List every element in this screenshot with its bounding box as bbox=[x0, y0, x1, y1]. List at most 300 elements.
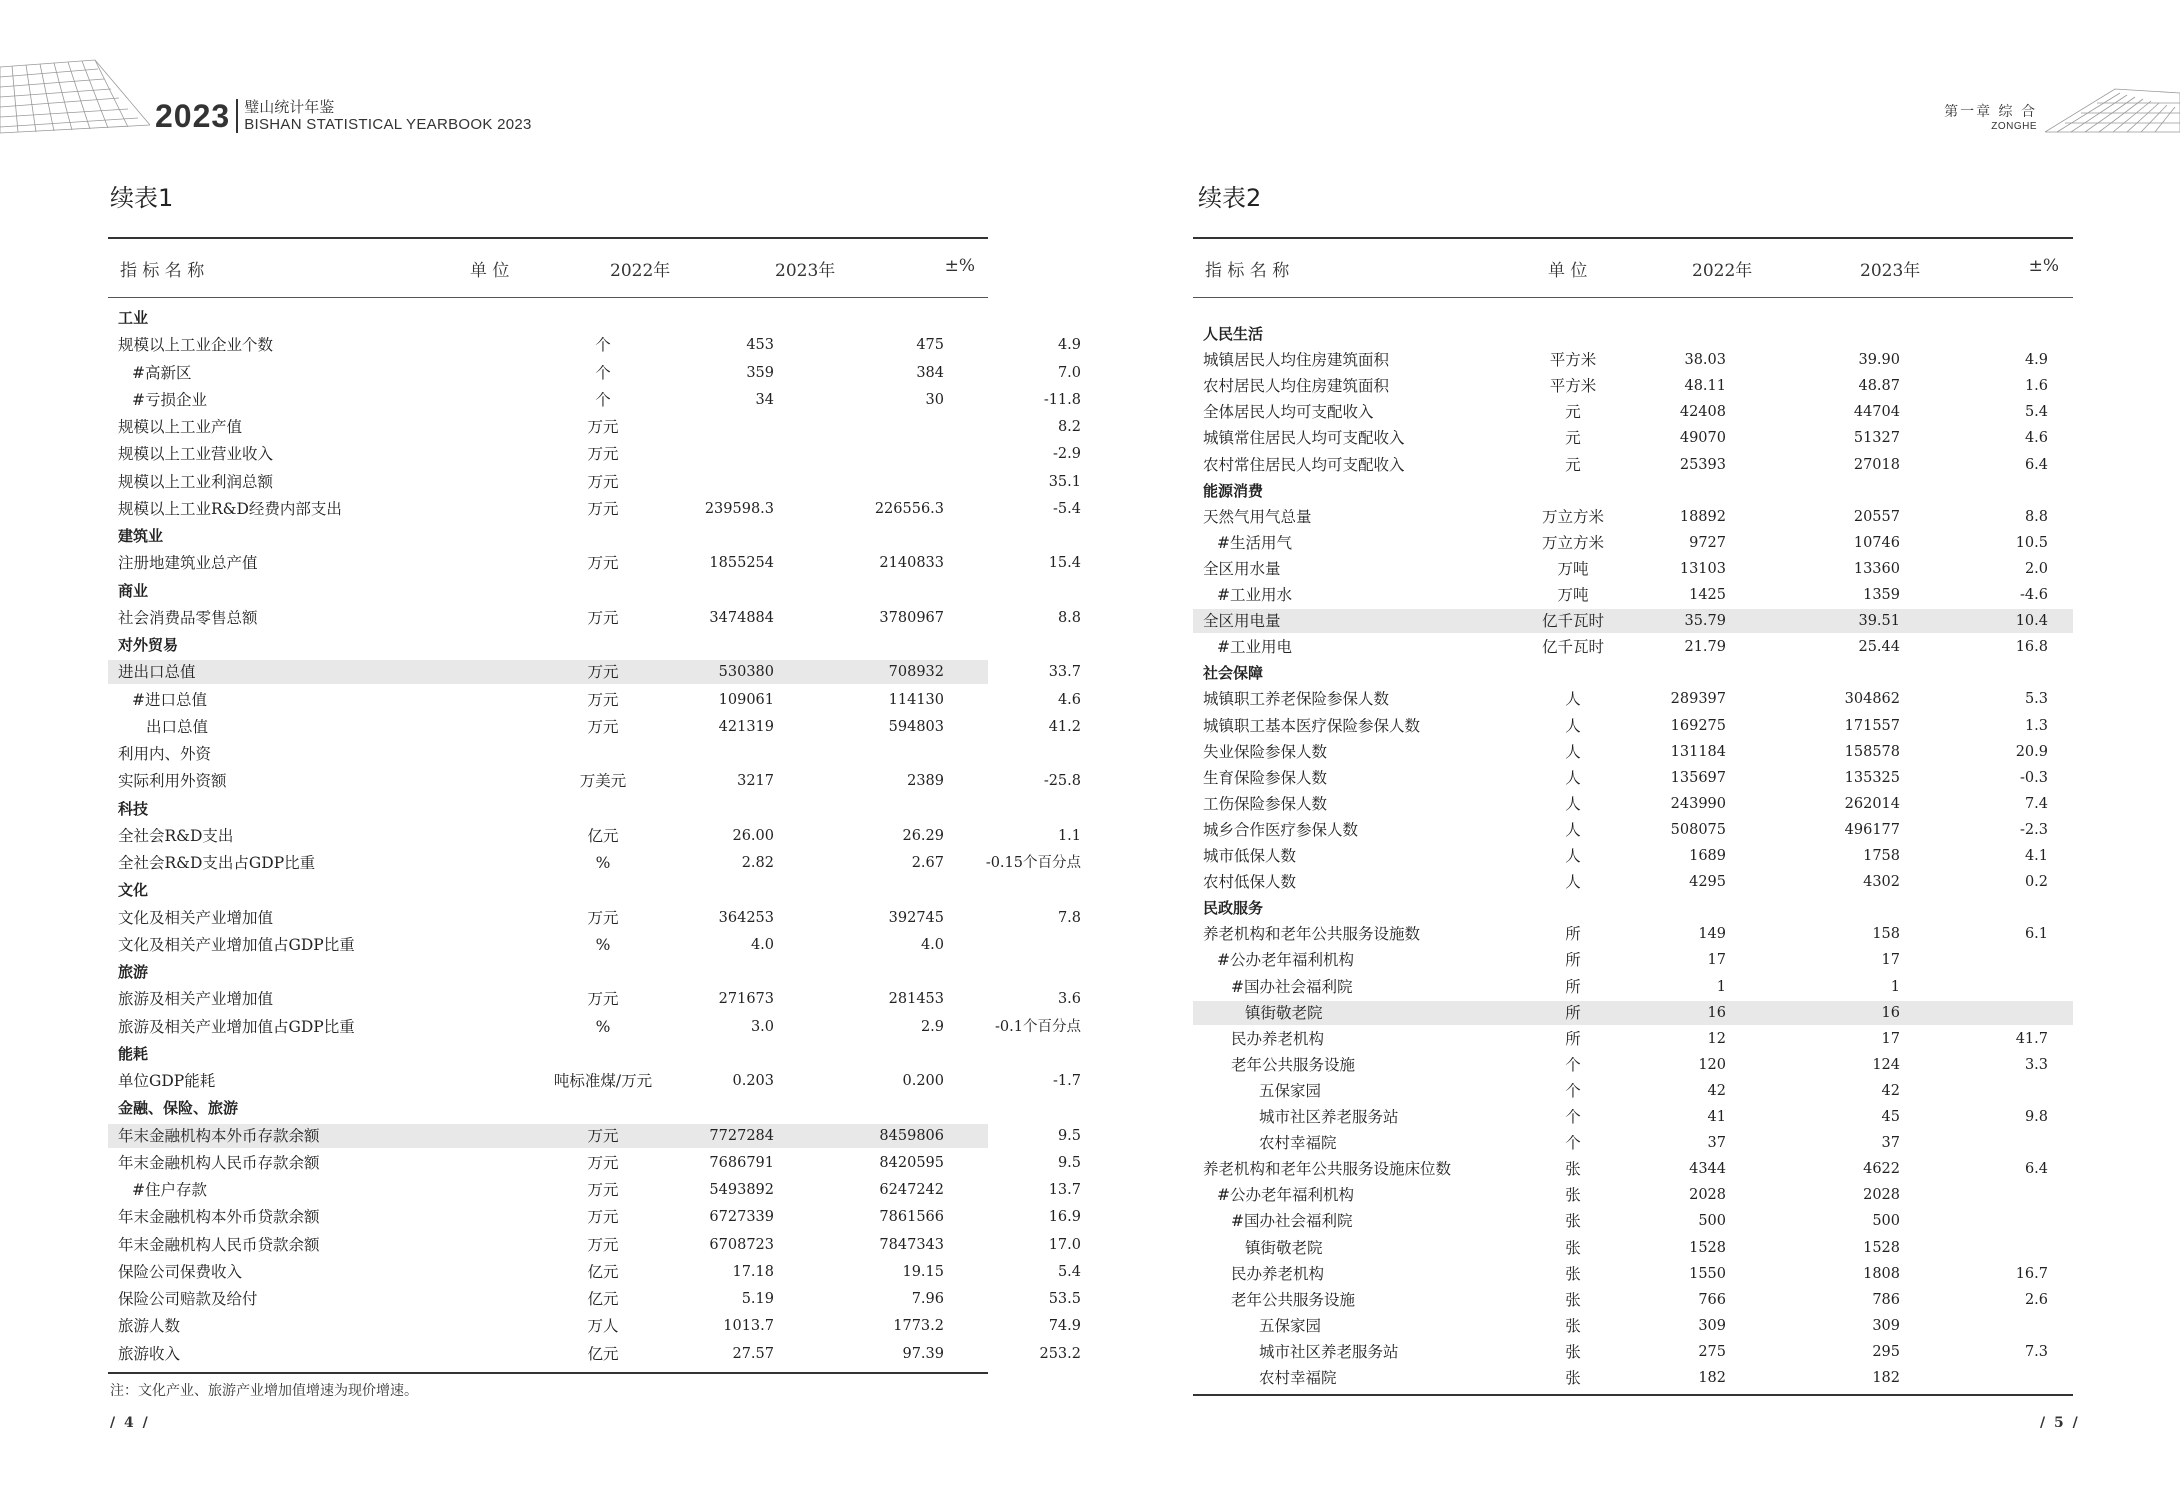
row-value-2023: 25.44 bbox=[1858, 639, 1900, 656]
table-row bbox=[1193, 1001, 2073, 1025]
row-value-2022: 4344 bbox=[1689, 1161, 1726, 1178]
row-value-2023: 786 bbox=[1872, 1291, 1900, 1308]
row-change-pct: 7.0 bbox=[1057, 364, 1081, 381]
row-value-2023: 10746 bbox=[1853, 534, 1900, 551]
table2-col-name: 指 标 名 称 bbox=[1205, 261, 1290, 281]
table2-header-rule bbox=[1193, 297, 2073, 298]
table-row bbox=[108, 442, 1081, 466]
row-change-pct bbox=[938, 933, 1081, 957]
row-unit: 万元 bbox=[587, 717, 619, 736]
row-value-2022: 12 bbox=[1707, 1030, 1726, 1047]
row-value-2023 bbox=[1770, 322, 1900, 346]
row-value-2023: 158 bbox=[1872, 926, 1900, 943]
table-row bbox=[1193, 1027, 2073, 1051]
row-value-2023: 45 bbox=[1881, 1109, 1900, 1125]
table-row bbox=[108, 797, 988, 821]
row-value-2023 bbox=[818, 415, 944, 439]
row-unit: 个 bbox=[595, 390, 611, 409]
row-indicator: 年末金融机构人民币存款余额 bbox=[118, 1153, 320, 1172]
row-unit: 亿元 bbox=[587, 826, 619, 845]
row-unit: 张 bbox=[1565, 1186, 1581, 1205]
table-row bbox=[1193, 557, 2073, 581]
row-unit: 万元 bbox=[587, 1153, 619, 1172]
row-value-2022: 364253 bbox=[718, 909, 774, 926]
row-unit: 张 bbox=[1565, 1264, 1581, 1283]
row-unit: 万元 bbox=[587, 608, 619, 627]
row-unit: 亿元 bbox=[587, 1290, 619, 1308]
row-change-pct: 6.1 bbox=[2024, 926, 2048, 943]
row-indicator: 城市低保人数 bbox=[1203, 847, 1297, 865]
table-row bbox=[1193, 400, 2073, 424]
row-value-2023: 97.39 bbox=[902, 1345, 944, 1362]
row-value-2022: 275 bbox=[1698, 1343, 1726, 1360]
row-indicator: 旅游人数 bbox=[118, 1317, 181, 1336]
row-value-2023: 2.67 bbox=[911, 855, 944, 871]
row-value-2022: 16 bbox=[1707, 1004, 1726, 1021]
row-indicator: #国办社会福利院 bbox=[1231, 977, 1353, 996]
row-unit: 人 bbox=[1565, 690, 1581, 709]
row-unit: 张 bbox=[1565, 1212, 1581, 1231]
header-graphic-left bbox=[0, 55, 150, 135]
row-indicator: 规模以上工业R&D经费内部支出 bbox=[118, 499, 342, 518]
row-category: 对外贸易 bbox=[118, 636, 179, 654]
row-change-pct: 41.7 bbox=[2015, 1030, 2048, 1047]
row-value-2023 bbox=[1770, 896, 1900, 920]
table-row bbox=[1193, 1209, 2073, 1233]
row-indicator: 城市社区养老服务站 bbox=[1259, 1108, 1399, 1126]
chapter-title-cn: 第一章 综 合 bbox=[1944, 104, 2037, 120]
row-indicator: 民办养老机构 bbox=[1231, 1029, 1325, 1048]
row-unit: 平方米 bbox=[1549, 351, 1597, 370]
row-change-pct bbox=[1900, 1314, 2048, 1338]
row-unit: 万元 bbox=[587, 1208, 619, 1227]
page-number-left: / 4 / bbox=[110, 1415, 150, 1431]
table-row bbox=[108, 524, 988, 548]
row-value-2023 bbox=[818, 442, 944, 466]
table-row bbox=[1193, 1157, 2073, 1181]
row-change-pct: 1.3 bbox=[2024, 717, 2048, 734]
row-indicator: 农村幸福院 bbox=[1259, 1369, 1337, 1387]
row-value-2023: 1773.2 bbox=[893, 1318, 944, 1335]
row-indicator: #工业用电 bbox=[1217, 638, 1292, 657]
row-indicator: 出口总值 bbox=[146, 717, 209, 736]
row-value-2022: 2028 bbox=[1689, 1187, 1726, 1204]
table-row bbox=[1193, 479, 2073, 503]
header-graphic-right bbox=[2045, 85, 2180, 135]
row-value-2023: 4622 bbox=[1863, 1161, 1900, 1178]
row-category: 金融、保险、旅游 bbox=[118, 1099, 239, 1118]
row-value-2023: 304862 bbox=[1844, 691, 1900, 708]
row-change-pct bbox=[1900, 661, 2048, 685]
row-indicator: 天然气用气总量 bbox=[1203, 507, 1312, 526]
row-unit: 亿千瓦时 bbox=[1541, 638, 1604, 657]
row-value-2022 bbox=[648, 524, 774, 548]
row-value-2022: 42 bbox=[1707, 1082, 1726, 1099]
row-value-2022: 453 bbox=[746, 337, 774, 354]
row-change-pct: 4.9 bbox=[2024, 352, 2048, 369]
row-value-2022: 41 bbox=[1707, 1109, 1726, 1125]
row-value-2023 bbox=[818, 878, 944, 902]
row-unit: 个 bbox=[595, 363, 611, 382]
row-value-2022: 5493892 bbox=[709, 1182, 774, 1198]
row-value-2022: 766 bbox=[1698, 1291, 1726, 1308]
row-change-pct: 253.2 bbox=[1039, 1345, 1081, 1362]
table-row bbox=[108, 1069, 1081, 1093]
row-unit: 万吨 bbox=[1557, 586, 1589, 604]
row-value-2022: 243990 bbox=[1670, 795, 1726, 812]
table-row bbox=[108, 361, 1081, 385]
row-value-2022: 6727339 bbox=[709, 1209, 774, 1226]
table-row bbox=[108, 1124, 1081, 1148]
row-unit: 亿元 bbox=[587, 1262, 619, 1281]
row-value-2022: 7686791 bbox=[709, 1154, 774, 1171]
row-value-2022: 1855254 bbox=[709, 555, 774, 572]
row-value-2023: 226556.3 bbox=[874, 500, 944, 517]
row-change-pct bbox=[938, 1042, 1081, 1066]
row-unit: 万元 bbox=[587, 418, 619, 436]
row-value-2023: 1528 bbox=[1863, 1239, 1900, 1256]
row-value-2023 bbox=[818, 1042, 944, 1066]
row-indicator: 保险公司保费收入 bbox=[118, 1262, 243, 1281]
row-value-2023: 20557 bbox=[1853, 508, 1900, 525]
row-change-pct: 1.1 bbox=[1057, 827, 1081, 844]
table-row bbox=[1193, 1105, 2073, 1129]
row-unit: 人 bbox=[1565, 873, 1581, 892]
row-change-pct bbox=[1900, 322, 2048, 346]
row-change-pct bbox=[938, 960, 1081, 984]
row-value-2022: 48.11 bbox=[1684, 378, 1726, 395]
table-row bbox=[1193, 348, 2073, 372]
table1-bottom-rule bbox=[108, 1372, 988, 1374]
row-unit: 个 bbox=[1565, 1055, 1581, 1074]
row-value-2022 bbox=[1596, 661, 1726, 685]
row-value-2023: 8459806 bbox=[879, 1127, 944, 1144]
row-value-2022 bbox=[648, 1096, 774, 1120]
row-unit: 万元 bbox=[587, 1235, 619, 1254]
row-indicator: 城镇居民人均住房建筑面积 bbox=[1203, 351, 1390, 370]
row-change-pct bbox=[938, 742, 1081, 766]
table-row bbox=[1193, 792, 2073, 816]
row-value-2022: 135697 bbox=[1670, 769, 1726, 786]
row-value-2022: 4.0 bbox=[750, 936, 774, 953]
row-value-2022 bbox=[648, 633, 774, 657]
table-row bbox=[1193, 687, 2073, 711]
row-change-pct: 4.6 bbox=[2024, 430, 2048, 447]
row-value-2023: 1 bbox=[1890, 978, 1900, 995]
row-indicator: 五保家园 bbox=[1259, 1081, 1322, 1100]
row-change-pct: 9.8 bbox=[2024, 1109, 2048, 1125]
row-indicator: 全区用水量 bbox=[1203, 559, 1281, 578]
row-indicator: 工伤保险参保人数 bbox=[1203, 794, 1328, 813]
row-value-2023: 1359 bbox=[1863, 587, 1900, 603]
row-unit: 人 bbox=[1565, 742, 1581, 761]
row-indicator: 旅游及相关产业增加值占GDP比重 bbox=[118, 1017, 355, 1036]
row-change-pct: 5.4 bbox=[1057, 1263, 1081, 1280]
row-change-pct bbox=[1900, 1131, 2048, 1155]
row-indicator: 全体居民人均可支配收入 bbox=[1203, 403, 1374, 422]
row-change-pct: 53.5 bbox=[1048, 1291, 1081, 1307]
row-value-2023 bbox=[818, 960, 944, 984]
row-value-2022 bbox=[648, 579, 774, 603]
row-indicator: 城镇职工基本医疗保险参保人数 bbox=[1203, 716, 1421, 735]
row-value-2022 bbox=[1596, 479, 1726, 503]
table2-col-pct: ±% bbox=[2028, 256, 2059, 276]
table-row bbox=[108, 470, 1081, 494]
table-row bbox=[1193, 1340, 2073, 1364]
row-category: 能源消费 bbox=[1203, 481, 1264, 500]
table-row bbox=[108, 742, 988, 766]
row-value-2023: 124 bbox=[1872, 1056, 1900, 1073]
row-value-2022: 37 bbox=[1707, 1135, 1726, 1152]
table-row bbox=[108, 933, 988, 957]
table1-note: 注：文化产业、旅游产业增加值增速为现价增速。 bbox=[110, 1383, 418, 1399]
row-change-pct: 13.7 bbox=[1048, 1182, 1081, 1198]
row-change-pct: 16.8 bbox=[2015, 639, 2048, 656]
row-change-pct bbox=[938, 524, 1081, 548]
row-value-2022: 1425 bbox=[1689, 587, 1726, 603]
row-change-pct: 2.0 bbox=[2024, 560, 2048, 577]
row-indicator: 全社会R&D支出占GDP比重 bbox=[118, 854, 316, 872]
row-change-pct bbox=[1900, 1079, 2048, 1103]
row-indicator: 生育保险参保人数 bbox=[1203, 768, 1328, 787]
table-row bbox=[108, 960, 988, 984]
row-value-2023 bbox=[1770, 479, 1900, 503]
row-change-pct: 35.1 bbox=[1048, 473, 1081, 490]
row-value-2023: 594803 bbox=[888, 718, 944, 735]
table-row bbox=[1193, 322, 2073, 346]
table-row bbox=[108, 306, 988, 330]
table-row bbox=[1193, 1053, 2073, 1077]
table-row bbox=[1193, 870, 2073, 894]
row-category: 人民生活 bbox=[1203, 325, 1264, 343]
table-row bbox=[1193, 1236, 2073, 1260]
row-value-2023: 2.9 bbox=[920, 1018, 944, 1035]
row-change-pct: 10.4 bbox=[2015, 613, 2048, 630]
row-unit: 人 bbox=[1565, 794, 1581, 813]
row-change-pct bbox=[1900, 1366, 2048, 1390]
row-indicator: 规模以上工业产值 bbox=[118, 418, 243, 436]
table-row bbox=[108, 878, 988, 902]
row-indicator: 保险公司赔款及给付 bbox=[118, 1290, 258, 1308]
row-change-pct bbox=[1900, 1236, 2048, 1260]
row-unit: 万元 bbox=[587, 690, 619, 709]
row-value-2022 bbox=[648, 960, 774, 984]
row-value-2022: 1013.7 bbox=[723, 1318, 774, 1335]
table-row bbox=[1193, 374, 2073, 398]
table1-col-2023: 2023年 bbox=[775, 261, 836, 281]
row-indicator: 年末金融机构本外币贷款余额 bbox=[118, 1208, 320, 1227]
row-indicator: 农村低保人数 bbox=[1203, 873, 1297, 892]
row-value-2022: 508075 bbox=[1670, 821, 1726, 838]
header-title-cn: 璧山统计年鉴 bbox=[244, 98, 335, 116]
table-row bbox=[108, 1015, 1081, 1039]
row-change-pct bbox=[1900, 1209, 2048, 1233]
row-value-2023: 17 bbox=[1881, 952, 1900, 969]
row-indicator: #住户存款 bbox=[132, 1181, 207, 1199]
row-indicator: #高新区 bbox=[132, 363, 192, 382]
row-value-2022: 25393 bbox=[1679, 456, 1726, 473]
row-value-2023: 30 bbox=[925, 391, 944, 408]
row-category: 工业 bbox=[118, 309, 149, 327]
row-indicator: 利用内、外资 bbox=[118, 745, 212, 763]
row-value-2023: 2389 bbox=[907, 773, 944, 790]
row-value-2023: 26.29 bbox=[902, 827, 944, 844]
row-change-pct: -1.7 bbox=[1053, 1073, 1081, 1089]
row-unit: 吨标准煤/万元 bbox=[553, 1072, 653, 1090]
table2-top-rule bbox=[1193, 237, 2073, 239]
row-unit: % bbox=[595, 1017, 611, 1036]
row-value-2022: 271673 bbox=[718, 991, 774, 1008]
row-change-pct: 5.3 bbox=[2024, 691, 2048, 708]
row-indicator: 单位GDP能耗 bbox=[118, 1072, 216, 1090]
row-category: 社会保障 bbox=[1203, 664, 1264, 683]
header-titles bbox=[244, 99, 531, 134]
table-row bbox=[108, 415, 1081, 439]
row-indicator: 实际利用外资额 bbox=[118, 772, 227, 791]
table-row bbox=[108, 1260, 1081, 1284]
table-row bbox=[108, 633, 988, 657]
row-indicator: #亏损企业 bbox=[132, 390, 207, 409]
row-value-2023: 1808 bbox=[1863, 1265, 1900, 1282]
row-change-pct bbox=[1900, 1183, 2048, 1207]
row-change-pct: 6.4 bbox=[2024, 456, 2048, 473]
row-value-2022: 38.03 bbox=[1684, 352, 1726, 369]
row-change-pct bbox=[938, 306, 1081, 330]
row-change-pct: -25.8 bbox=[1043, 773, 1081, 790]
table-row bbox=[1193, 661, 2073, 685]
row-change-pct: -4.6 bbox=[2020, 587, 2048, 603]
row-value-2023 bbox=[818, 742, 944, 766]
row-value-2023: 475 bbox=[916, 337, 944, 354]
table-row bbox=[1193, 1366, 2073, 1390]
row-value-2022: 109061 bbox=[718, 691, 774, 708]
row-change-pct: 4.9 bbox=[1057, 337, 1081, 354]
row-indicator: 民办养老机构 bbox=[1231, 1264, 1325, 1283]
row-value-2023: 42 bbox=[1881, 1082, 1900, 1099]
row-value-2022: 35.79 bbox=[1684, 613, 1726, 630]
table-row bbox=[108, 1042, 988, 1066]
row-change-pct: -5.4 bbox=[1053, 500, 1081, 517]
row-value-2022: 2.82 bbox=[741, 855, 774, 871]
row-change-pct: -0.1个百分点 bbox=[995, 1018, 1081, 1035]
row-value-2022 bbox=[648, 1042, 774, 1066]
row-value-2022: 131184 bbox=[1670, 743, 1726, 760]
row-indicator: 老年公共服务设施 bbox=[1231, 1290, 1356, 1309]
table-row bbox=[108, 1205, 1081, 1229]
row-value-2023: 16 bbox=[1881, 1004, 1900, 1021]
row-change-pct bbox=[1900, 479, 2048, 503]
row-unit: 万立方米 bbox=[1541, 533, 1604, 552]
row-change-pct bbox=[1900, 948, 2048, 972]
row-value-2023: 384 bbox=[916, 364, 944, 381]
table-row bbox=[1193, 583, 2073, 607]
table2-col-2023: 2023年 bbox=[1860, 261, 1921, 281]
table-row bbox=[1193, 714, 2073, 738]
row-change-pct: 8.8 bbox=[2024, 508, 2048, 525]
row-unit: 亿元 bbox=[587, 1344, 619, 1363]
row-indicator: 进出口总值 bbox=[118, 663, 196, 682]
row-value-2022 bbox=[648, 442, 774, 466]
row-change-pct: 33.7 bbox=[1048, 664, 1081, 681]
row-unit: 个 bbox=[595, 336, 611, 355]
row-indicator: 农村常住居民人均可支配收入 bbox=[1203, 455, 1405, 474]
row-value-2023: 135325 bbox=[1844, 769, 1900, 786]
table-row bbox=[1193, 1183, 2073, 1207]
table-row bbox=[1193, 975, 2073, 999]
row-unit: 所 bbox=[1565, 925, 1581, 944]
row-value-2023 bbox=[818, 1096, 944, 1120]
row-unit: 万元 bbox=[587, 499, 619, 518]
table2-bottom-rule bbox=[1193, 1394, 2073, 1396]
row-value-2023: 7861566 bbox=[879, 1209, 944, 1226]
row-category: 民政服务 bbox=[1203, 899, 1264, 918]
row-value-2023: 392745 bbox=[888, 909, 944, 926]
row-indicator: #公办老年福利机构 bbox=[1217, 1186, 1354, 1205]
row-change-pct: 5.4 bbox=[2024, 404, 2048, 421]
row-value-2022: 421319 bbox=[718, 718, 774, 735]
row-unit: 元 bbox=[1565, 455, 1581, 474]
row-indicator: 五保家园 bbox=[1259, 1316, 1322, 1335]
row-unit: 万元 bbox=[587, 472, 619, 491]
header-year: 2023 bbox=[155, 98, 231, 134]
row-indicator: 文化及相关产业增加值占GDP比重 bbox=[118, 935, 355, 954]
row-value-2023: 17 bbox=[1881, 1030, 1900, 1047]
row-value-2022: 530380 bbox=[718, 664, 774, 681]
table1-col-unit: 单 位 bbox=[470, 261, 510, 281]
row-change-pct: 4.1 bbox=[2024, 848, 2048, 864]
row-value-2022: 120 bbox=[1698, 1056, 1726, 1073]
row-unit: 所 bbox=[1565, 1029, 1581, 1048]
row-indicator: 旅游收入 bbox=[118, 1344, 181, 1363]
row-value-2023: 51327 bbox=[1853, 430, 1900, 447]
row-value-2023: 182 bbox=[1872, 1370, 1900, 1386]
header-divider bbox=[236, 99, 238, 133]
row-value-2022: 1 bbox=[1716, 978, 1726, 995]
table1-col-pct: ±% bbox=[944, 256, 975, 276]
row-unit: 万元 bbox=[587, 1181, 619, 1199]
row-unit: 万元 bbox=[587, 663, 619, 682]
row-value-2023 bbox=[818, 579, 944, 603]
row-change-pct bbox=[938, 878, 1081, 902]
row-value-2023: 4302 bbox=[1863, 874, 1900, 891]
row-value-2023: 6247242 bbox=[879, 1182, 944, 1198]
row-value-2023: 295 bbox=[1872, 1343, 1900, 1360]
row-value-2022: 0.203 bbox=[732, 1073, 774, 1089]
yearbook-header bbox=[155, 98, 532, 134]
row-indicator: 文化及相关产业增加值 bbox=[118, 908, 274, 927]
row-value-2022 bbox=[648, 415, 774, 439]
row-value-2023 bbox=[818, 306, 944, 330]
table2-title: 续表2 bbox=[1198, 184, 1262, 212]
row-unit: 人 bbox=[1565, 716, 1581, 735]
row-unit: 人 bbox=[1565, 820, 1581, 839]
table-row bbox=[108, 688, 1081, 712]
row-change-pct: 6.4 bbox=[2024, 1161, 2048, 1178]
table-row bbox=[1193, 844, 2073, 868]
row-change-pct: 7.4 bbox=[2024, 795, 2048, 812]
row-value-2023: 44704 bbox=[1853, 404, 1900, 421]
row-value-2023 bbox=[818, 633, 944, 657]
row-indicator: 年末金融机构人民币贷款余额 bbox=[118, 1235, 320, 1254]
row-indicator: 注册地建筑业总产值 bbox=[118, 554, 258, 573]
row-unit: 张 bbox=[1565, 1160, 1581, 1179]
table-row bbox=[1193, 922, 2073, 946]
row-value-2022: 27.57 bbox=[732, 1345, 774, 1362]
row-unit: 平方米 bbox=[1549, 377, 1597, 396]
row-indicator: 农村幸福院 bbox=[1259, 1134, 1337, 1153]
row-indicator: #公办老年福利机构 bbox=[1217, 951, 1354, 970]
table-row bbox=[108, 906, 1081, 930]
